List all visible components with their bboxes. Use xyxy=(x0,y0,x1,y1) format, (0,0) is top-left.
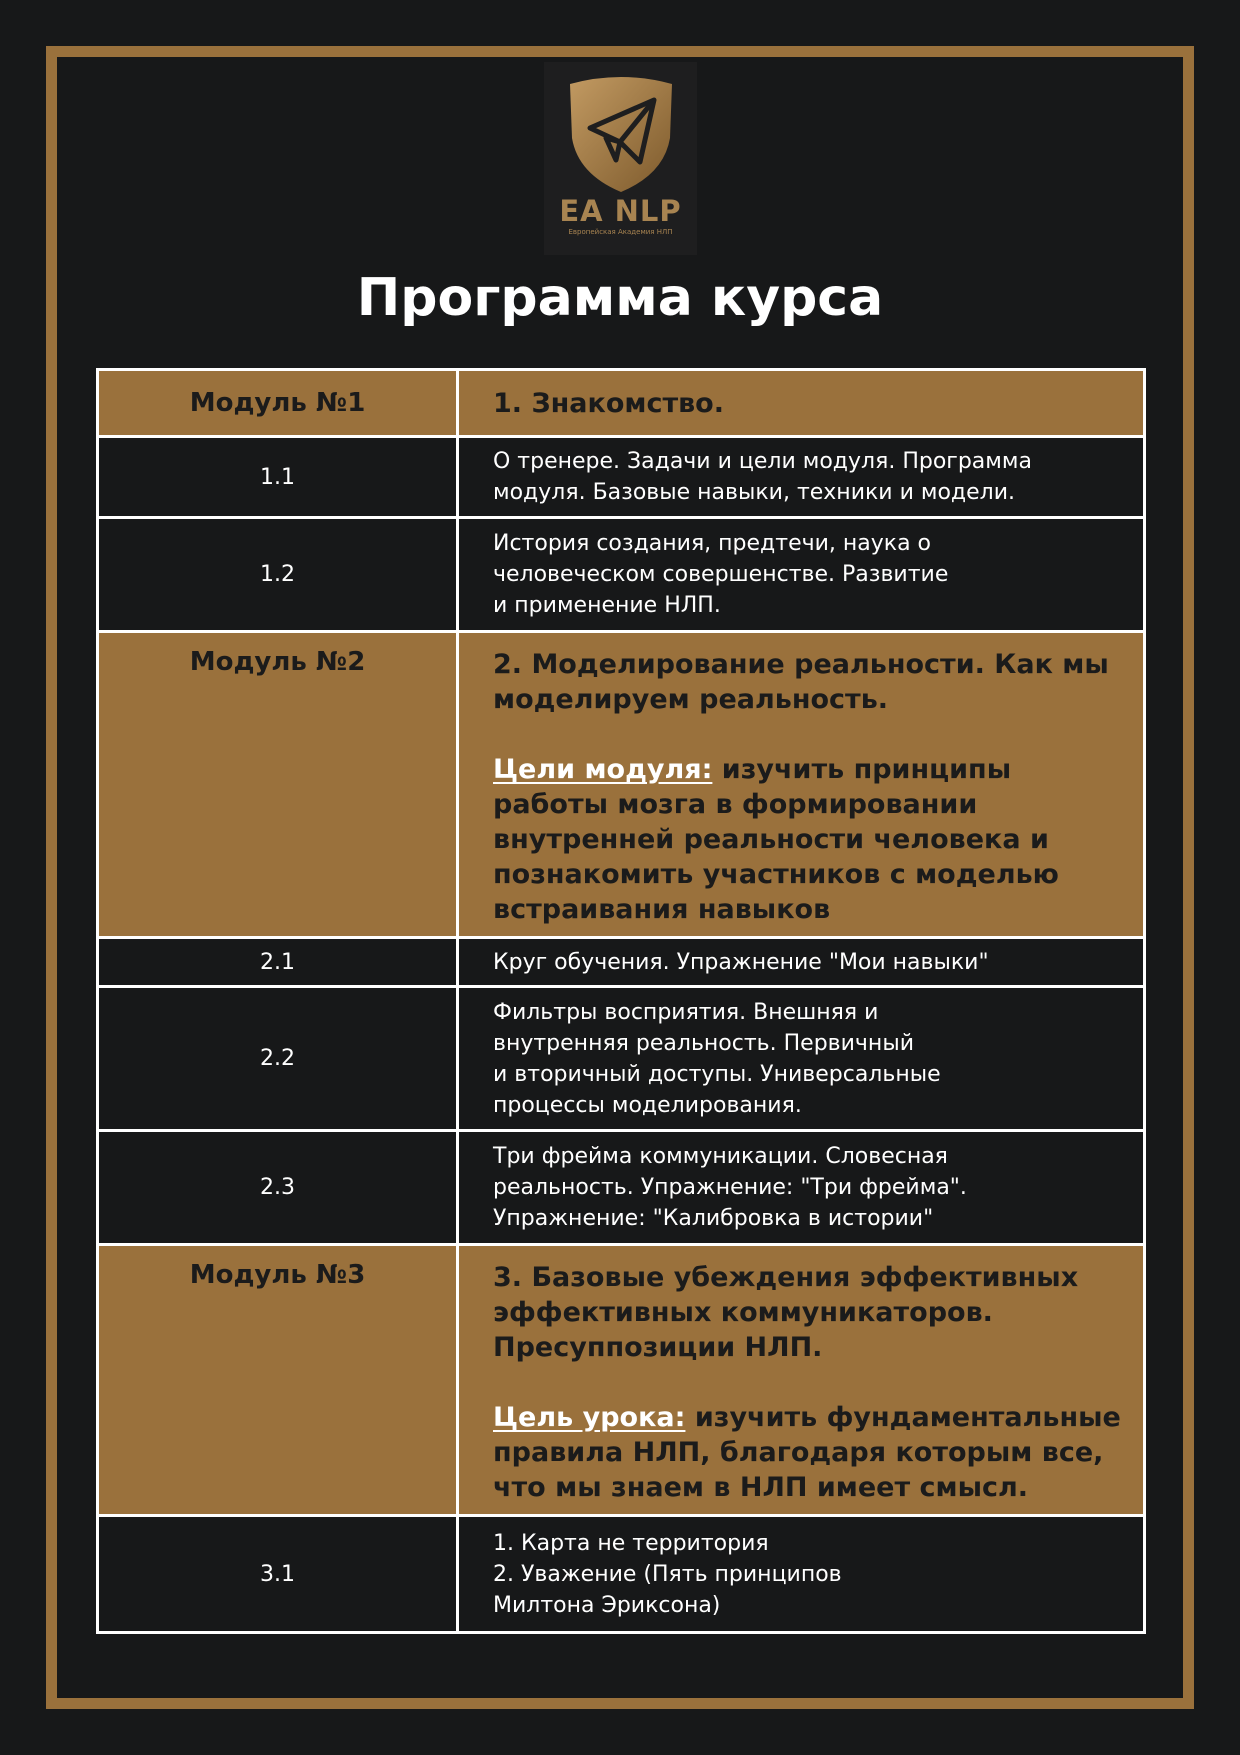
lesson-line: человеческом совершенстве. Развитие xyxy=(493,562,949,587)
module-row xyxy=(98,632,1145,938)
logo-subtitle: Европейская Академия НЛП xyxy=(568,228,673,236)
shield-plane-icon xyxy=(566,76,676,196)
lesson-line: Упражнение: "Калибровка в истории" xyxy=(493,1206,934,1231)
heading-line: эффективных коммуникаторов. xyxy=(493,1297,993,1328)
goal-line: изучить фундаментальные xyxy=(685,1402,1121,1433)
lesson-text xyxy=(458,1131,1145,1245)
heading-line: 3. Базовые убеждения эффективных xyxy=(493,1262,1079,1293)
lesson-line: и применение НЛП. xyxy=(493,593,721,618)
lesson-line: процессы моделирования. xyxy=(493,1092,802,1118)
goal-line: познакомить участников с моделью xyxy=(493,859,1059,890)
lesson-line: модуля. Базовые навыки, техники и модели. xyxy=(493,480,1016,505)
goal-line: работы мозга в формировании xyxy=(493,789,978,820)
lesson-row xyxy=(98,437,1145,518)
module-heading xyxy=(458,1245,1145,1516)
program-table xyxy=(96,368,1146,1634)
lesson-text xyxy=(458,437,1145,518)
lesson-line: Круг обучения. Упражнение "Мои навыки" xyxy=(493,949,989,975)
goal-line: правила НЛП, благодаря которым все, xyxy=(493,1437,1104,1468)
goal-line: внутренней реальности человека и xyxy=(493,824,1049,855)
logo xyxy=(544,62,697,255)
page-title: Программа курса xyxy=(356,268,884,328)
module-goal xyxy=(493,1400,1123,1435)
goal-line: изучить принципы xyxy=(712,754,1012,785)
goal-label: Цели модуля: xyxy=(493,754,713,785)
lesson-row xyxy=(98,1516,1145,1633)
module-label: Модуль №2 xyxy=(98,632,458,938)
lesson-line: Три фрейма коммуникации. Словесная xyxy=(493,1144,948,1169)
heading-line: моделируем реальность. xyxy=(493,684,889,715)
heading-line: 2. Моделирование реальности. Как мы xyxy=(493,649,1109,680)
module-heading: 1. Знакомство. xyxy=(458,370,1145,437)
lesson-text xyxy=(458,987,1145,1131)
lesson-line: Фильтры восприятия. Внешняя и xyxy=(493,999,879,1025)
lesson-number: 2.2 xyxy=(98,987,458,1131)
lesson-line: реальность. Упражнение: "Три фрейма". xyxy=(493,1175,967,1200)
module-goal xyxy=(493,752,1123,787)
lesson-line: О тренере. Задачи и цели модуля. Программа xyxy=(493,449,1032,474)
logo-brand: EA NLP xyxy=(559,194,682,228)
heading-line: Пресуппозиции НЛП. xyxy=(493,1332,823,1363)
lesson-line: Милтона Эриксона) xyxy=(493,1592,721,1618)
module-row xyxy=(98,1245,1145,1516)
lesson-text xyxy=(458,518,1145,632)
lesson-number: 2.1 xyxy=(98,938,458,987)
lesson-row xyxy=(98,518,1145,632)
lesson-row xyxy=(98,938,1145,987)
module-row xyxy=(98,370,1145,437)
lesson-number: 3.1 xyxy=(98,1516,458,1633)
lesson-line: 2. Уважение (Пять принципов xyxy=(493,1561,842,1587)
lesson-line: и вторичный доступы. Универсальные xyxy=(493,1061,941,1087)
lesson-row xyxy=(98,1131,1145,1245)
lesson-number: 2.3 xyxy=(98,1131,458,1245)
lesson-line: внутренняя реальность. Первичный xyxy=(493,1030,914,1056)
lesson-line: 1. Карта не территория xyxy=(493,1530,769,1556)
module-label: Модуль №1 xyxy=(98,370,458,437)
lesson-text xyxy=(458,1516,1145,1633)
lesson-number: 1.2 xyxy=(98,518,458,632)
lesson-text xyxy=(458,938,1145,987)
goal-line: что мы знаем в НЛП имеет смысл. xyxy=(493,1472,1029,1503)
lesson-line: История создания, предтечи, наука о xyxy=(493,531,932,556)
module-label: Модуль №3 xyxy=(98,1245,458,1516)
module-heading xyxy=(458,632,1145,938)
goal-line: встраивания навыков xyxy=(493,894,831,925)
lesson-row xyxy=(98,987,1145,1131)
lesson-number: 1.1 xyxy=(98,437,458,518)
goal-label: Цель урока: xyxy=(493,1402,686,1433)
